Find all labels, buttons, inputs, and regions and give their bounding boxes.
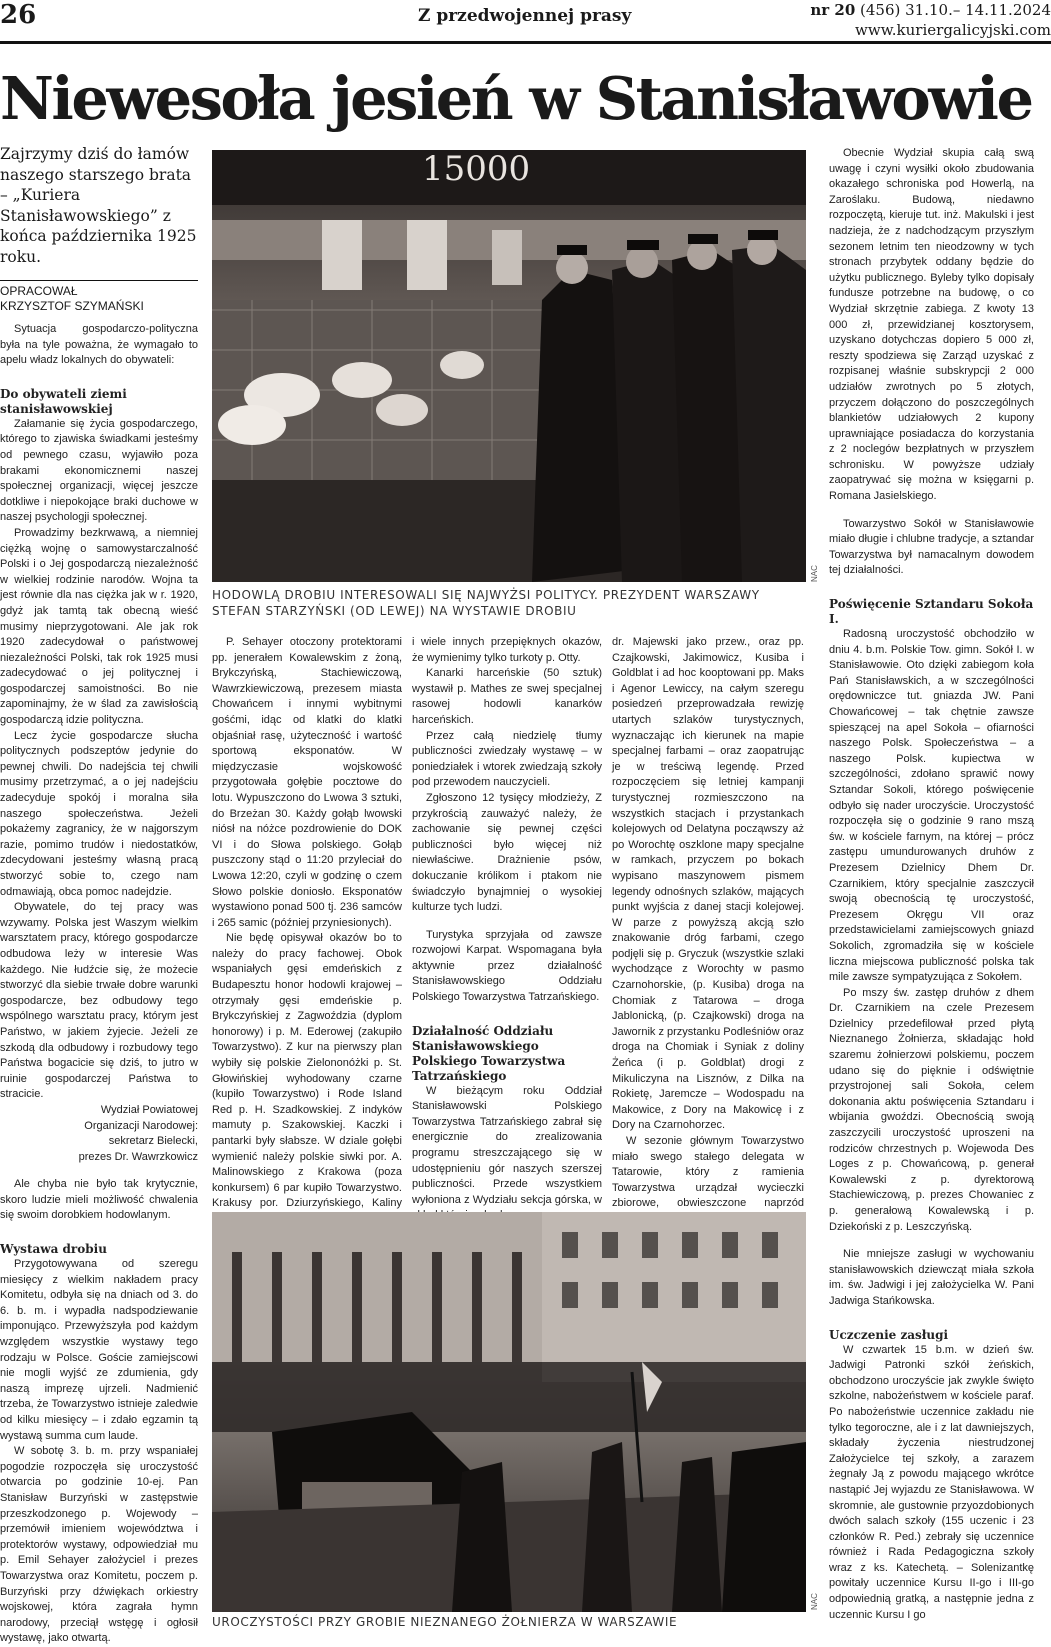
paragraph: Radosną uroczystość obchodziło w dniu 4. b.m. Polskie Tow. gimn. Sokół I. w Stanisławowie. Oto dzięki zabiegom koła Pań Stanisławskich, a w szczególności orędowniczce tut. gniazda JW. Pani Chowańcowej – tak chętnie zawsze spieszącej na apel Sokoła – ofiarności naszego Polsk. Społeczeństwa – a naszego Polsk. kupiectwa w szczególności, zdołano sprawić nowy Sztandar Sokoli, którego poświęcenie odbyło się nader uroczyście. Uroczystość rozpoczęła się o godzinie 9 rano mszą św. w kościele farnym, na której – prócz zastępu umundurowanych druhów z Prezesem Dzielnicy Dhem Dr. Czarnikiem, który specjalnie zaszczycił swoją obecnością tę uroczystość, Prezesem Okręgu VII oraz przedstawicielami zamiejscowych gniazd Sokolich, zgromadziła się w kościele liczna miejscowa publiczność polska tak mile zawsze sympatyzująca z Sokołem.: [829, 628, 1034, 984]
subheading: Uczczenie zasługi: [829, 1327, 949, 1342]
spacer: [0, 1224, 198, 1236]
photo-credit: NAC: [810, 565, 819, 582]
photo-sign-text: 15000: [422, 150, 531, 189]
paragraph: W sobotę 3. b. m. przy wspaniałej pogodzie rozpoczęła się uroczystość otwarcia po godzinie 10-ej. Pan Stanisław Burzyński w zastępstwie przeszkodzonego p. Wojewody – przemówił imieniem województwa i protektorów wystawy, odpowiedział mu p. Emil Sehayer założyciel i prezes Towarzystwa oraz Komitetu, poczem p. Burzyński przy dźwiękach orkiestry wojskowej, która zagrała hymn narodowy, przeciął wstęgę i ogłosił wystawę, jako otwartą.: [0, 1445, 198, 1645]
paragraph: Przez całą niedzielę tłumy publiczności zwiedzały wystawę – w poniedziałek i wtorek zwiedzają szkoły pod przewodem nauczycieli.: [412, 729, 602, 789]
paragraph: Prowadzimy bezkrwawą, a niemniej ciężką wojnę o samowystarczalność Polski i o Jej gospodarczą niezależność w wielkiej rodzinie narodów. Wojna ta jest równie dla nas ciężka jak w r. 1920, gdyż jak tamtą tak obecną wieść musimy nieprzygotowani. Ale jak rok 1920 zadecydował o państwowej niezależności Polski, tak rok 1925 musi zadecydować o jej politycznej i gospodarczej samoistności. Bo nie zapominajmy, że w ślad za zawisłością gospodarczą idzie polityczna.: [0, 526, 198, 727]
photo-tomb-image: [212, 1212, 806, 1612]
paragraph: Kanarki harceńskie (50 sztuk) wystawił p. Mathes ze swej specjalnej rasowej hodowli kanarków harceńskich.: [412, 667, 602, 726]
paragraph: Sytuacja gospodarczo-polityczna była na tyle poważna, że wymagało to apelu władz lokalnych do obywateli:: [0, 323, 198, 367]
column-4: [612, 635, 804, 1243]
signature-line: sekretarz Bielecki,: [108, 1135, 198, 1148]
paragraph: Przygotowywana od szeregu miesięcy z wielkim nakładem pracy Komitetu, odbyła się na dniach od 3. do 6. b. m. i wypadła nadspodziewanie imponująco. Przewyższyła pod każdym względem wszystkie wystawy tego rodzaju w Polsce. Goście zamiejscowi nie mogli wyjść ze zdumienia, gdy naszą imprezę ujrzeli. Nadmienić trzeba, że Towarzystwo istnieje zaledwie od kilku miesięcy – i zdało egzamin tą wystawą summa cum laude.: [0, 1258, 198, 1442]
paragraph: dr. Majewski jako przew., oraz pp. Czajkowski, Jakimowicz, Kusiba i Goldblat i ad hoc kooptowani pp. Maks i Agenor Lewiccy, na całym szeregu posiedzeń przeprowadzała rewizję utartych szlaków turystycznych, wyznaczając ich kierunek na mapie specjalnej farbami – oraz zaopatrując je w treściwą legendę. Przed rozpoczęciem się letniej kampanji turystycznej rozmieszczono na wszystkich stacjach i przystankach kolejowych od Delatyna począwszy aż po Worochtę oszklone mapy specjalne w ramkach, przyczem po bokach wypisano maszynowem pismem legendy odnośnych szlaków, mających punkt wyjścia z danej stacji kolejowej. W parze z powyższą akcją szło znakowanie dróg farbami, czego podjęli się p. Gryczuk (wszystkie szlaki wychodzące z Worochty w pasmo Czarnohorskie, (p. Kusiba) droga na Chomiak z Tatarowa – droga Jablonicką, (p. Czajkowski) droga na Jawornik z przystanku Podleśniów oraz droga na Chomiak i Syniak z doliny Żeńca (i p. Goldblat) drogi z Mikuliczyna na Lisznów, z Dilka na Rokietę, Jaremcze – Wodospadu na Makowice, z Dory na Makowicę i z Dory na Czarnohorzec.: [612, 636, 804, 1132]
spacer: [0, 369, 198, 381]
byline-label: OPRACOWAŁ: [0, 284, 78, 298]
paragraph: Nie będę opisywał okazów bo to należy do pracy fachowej. Obok wspaniałych gęsi emdeńskich z Budapesztu honor hodowli krajowej – otrzymały gęsi emdeńskie p. Brykczyńskiej z Zagwoździa (dyplom honorowy) i p. M. Ederowej (zakupiło Towarzystwo). Z kur na pierwszy plan wybiły się polskie Zielononóżki p. St. Głowińskiej wyhodowany czarne (kupiło Towarzystwo) i Rode Island Red p. H. Szadkowskiej. Z indyków mamuty p. Szakowskiej. Kaczki i pantarki były słabsze. W dziale gołębi wymienić należy polskie siwki por. A. Malinowskiego z Krakowa (poza konkursem) 6 par kupiło Towarzystwo. Krakusy por. Dziurzyńskiego, Kaliny: [212, 932, 402, 1210]
spacer: [0, 1165, 198, 1177]
paragraph: W bieżącym roku Oddział Stanisławowski Polskiego Towarzystwa Tatrzańskiego zabrał się energicznie do zrealizowania programu streszczającego się w udostępnieniu gór naszych szerszej publiczności. Przede wszystkiem wyłoniona z Wydziału sekcja górska, w: [412, 1084, 602, 1206]
paragraph: Załamanie się życia gospodarczego, którego to zjawiska świadkami jesteśmy od pewnego czasu, wyjawiło poza brakami ekonomicznemi naszej społecznej organizacji, więcej jeszcze dotkliwe i niepokojące braki duchowe w naszej psychologji społecznej.: [0, 417, 198, 524]
website-link[interactable]: www.kuriergalicyjski.com: [855, 21, 1051, 39]
signature-line: Organizacji Narodowej:: [84, 1119, 198, 1132]
signature-line: Wydział Powiatowej: [100, 1103, 198, 1116]
spacer: [829, 1235, 1034, 1247]
subheading: Działalność Oddziału Stanisławowskiego Polskiego Towarzystwa Tatrzańskiego: [412, 1023, 566, 1083]
paragraph: Po mszy św. zastęp druhów z dhem Dr. Czarnikiem na czele Prezesem Dzielnicy przedefilował przed płytą Nieznanego Żołnierza, składając hołd szaremu żołnierzowi polskiemu, poczem udano się do pięknie i odświętnie przystrojonej sali Sokoła, celem dokonania aktu poświęcenia Sztandaru i wbijania gwoździ. Obecnością swoją zaszczycili uroczystość uproszeni na rodziców chrzestnych p. Wojewoda Des Loges z p. Chowańcową, p. generał Kowalewski z p. dyrektorową Stachiewiczową, p. prezes Chowaniec z p. generałową Kowalewską i p. Dziekoński z p. Leszczyńską.: [829, 986, 1034, 1233]
issue-dates: (456) 31.10.– 14.11.2024: [855, 1, 1051, 19]
paragraph: Obecnie Wydział skupia całą swą uwagę i czyni wysiłki około zbudowania okazałego schroniska pod Howerlą, na Zaroślaku. Budową, niedawno rozpoczętą, kieruje tut. inż. Makulski i jest nadzieja, że z nadchodzącym przyszłym sezonem letnim ten nieodzowny w tych stronach przybytek oddany będzie do użytku publicznego. Byleby tylko dopisały fundusze potrzebne na budowę, o co Wydział skrzętnie zabiega. Z kwoty 13 000 zł, przewidzianej kosztorysem, uzyskano dotychczas dopiero 5 000 zł, reszty spodziewa się Zarząd uzyskać z rozpisanej właśnie subskrypcji 2 000 udziałów zwrotnych po 5 złotych, przyczem dołączono do poszczególnych blankietów udziałowych 2 kupony uprawniające posiadacza do korzystania z 2 noclegów bezpłatnych w przyszłem schronisku. W powyższe udziały zaopatrywać się można w księgarni p. Romana Jasielskiego.: [829, 147, 1034, 503]
photo-tomb-ceremony: [212, 1212, 806, 1612]
paragraph: W czwartek 15 b.m. w dzień św. Jadwigi Patronki szkół żeńskich, obchodzono uroczyście jak zwykle święto szkolne, nabożeństwem w kościele paraf. Po nabożeństwie uczennice zakładu nie tylko tegoroczne, ale i z lat dawniejszych, składały życzenia niestrudzonej Założycielce tej szkoły, a zarazem żegnały Ją z powodu mającego wkrótce nastąpić Jej wyjazdu ze Stanisławowa. W skromnie, ale gustownie przyozdobionych dwóch salach szkoły (155 uczenic i 23 członków R. Ped.) zebrały się uczennice również i Rada Pedagogiczna szkoły wraz z ks. Katechetą. – Solenizantkę powitały uczennice Kursu II-go i III-go odpowiednią gratką, a następnie jedna z uczennic Kursu I go: [829, 1343, 1034, 1621]
paragraph: W sezonie głównym Towarzystwo miało swego stałego delegata w Tatarowie, który z ramienia Towarzystwa urządzał wycieczki zbiorowe, obwieszczone naprzód: [612, 1135, 804, 1210]
paragraph: P. Sehayer otoczony protektorami pp. jenerałem Kowalewskim z żoną, Brykczyńską, Stachiewiczową, Wawrzkiewiczową, prezesem miasta Chowańcem i innymi wybitnymi gośćmi, idąc od klatki do klatki objaśniał rasę, użyteczność i wartość sportową eksponatów. W międzyczasie wojskowość przygotowała gołębie pocztowe do lotu. Wypuszczono do Lwowa 3 sztuki, do Brzeżan 30. Każdy gołąb lwowski niósł na nóżce pozdrowienie do DOK VI i do Słowa polskiego. Gołąb puszczony stąd o 11:20 przyleciał do Lwowa 12:20, czyli w godzinę o czem Słowo polskie doniosło. Eksponatów wystawiono ponad 500 tj. 236 samców i 265 samic (później przyniesionych).: [212, 636, 402, 929]
subheading: Wystawa drobiu: [0, 1242, 107, 1257]
photo-poultry-image: [212, 150, 806, 582]
paragraph: Towarzystwo Sokół w Stanisławowie miało długie i chlubne tradycje, a sztandar Towarzystwa był namacalnym dowodem tej działalności.: [829, 517, 1034, 577]
byline: [0, 284, 198, 314]
page-number: 26: [0, 0, 37, 30]
column-2: [212, 635, 402, 1228]
spacer: [829, 1310, 1034, 1322]
spacer: [412, 1006, 602, 1018]
byline-rule: [0, 280, 198, 281]
column-3: [412, 635, 602, 1224]
article-title: Niewesoła jesień w Stanisławowie: [0, 64, 1032, 133]
subheading: Do obywateli ziemi stanisławowskiej: [0, 386, 127, 416]
issue-number: nr 20: [810, 1, 856, 19]
paragraph: Obywatele, do tej pracy was wzywamy. Polska jest Waszym wielkim warsztatem pracy, którego gospodarcze odbudowa leży w interesie Was każdego. Nie łudźcie się, że możecie stworzyć dla siebie trwałe dobre warunki gospodarcze, bez odbudowy tego wspólnego warsztatu pracy, którym jest Państwo, w jakiem żyjecie. Jeżeli ze szkodą dla odbudowy i rozbudowy tego Państwa bogacicie się dziś, to jutro w ruinie gospodarczej Państwa to stracicie.: [0, 901, 198, 1101]
photo-caption: UROCZYSTOŚCI PRZY GROBIE NIEZNANEGO ŻOŁNIERZA W WARSZAWIE: [212, 1615, 678, 1629]
photo-credit: NAC: [810, 1593, 819, 1610]
paragraph: Lecz życie gospodarcze słucha politycznych podszeptów jedynie do pewnej chwili. Do nadejścia tej chwili musimy przetrzymać, a o jej nadejściu zadecyduje spokój i moralna siła naszego społeczeństwa. Jeżeli pokażemy zagranicy, że w najgorszym razie, pomimo trudów i niedostatków, zdecydowani jesteśmy własną pracą stworzyć sobie to, czego nam odmawiają, obca pomoc nadejdzie.: [0, 729, 198, 898]
article-lead: Zajrzymy dziś do łamów naszego starszego brata – „Kuriera Stanisławowskiego” z końca października 1925 roku.: [0, 145, 197, 266]
column-5: [829, 146, 1034, 1623]
signature-line: prezes Dr. Wawrzkowicz: [78, 1150, 198, 1163]
spacer: [412, 916, 602, 928]
paragraph: i wiele innych przepięknych okazów, że wymienimy tylko turkoty p. Otty.: [412, 636, 602, 664]
header-rule: [0, 41, 1051, 44]
column-1: [0, 322, 198, 1647]
spacer: [829, 505, 1034, 517]
paragraph: Nie mniejsze zasługi w wychowaniu stanisławowskich dziewcząt miała szkoła im. św. Jadwigi i jej założycielka W. Pani Jadwiga Stańkowska.: [829, 1248, 1034, 1307]
subheading: Poświęcenie Sztandaru Sokoła I.: [829, 597, 1034, 627]
paragraph: Ale chyba nie było tak krytycznie, skoro ludzie mieli możliwość chwalenia się swoim dorobkiem hodowlanym.: [0, 1178, 198, 1222]
section-title: Z przedwojennej prasy: [418, 6, 632, 26]
issue-info: [810, 0, 1051, 40]
paragraph: Turystyka sprzyjała od zawsze rozwojowi Karpat. Wspomagana była aktywnie przez działalność Stanisławowskiego Oddziału Polskiego Towarzystwa Tatrzańskiego.: [412, 928, 602, 1004]
photo-caption: HODOWLĄ DROBIU INTERESOWALI SIĘ NAJWYŻSI POLITYCY. PREZYDENT WARSZAWY STEFAN STARZYŃSKI (OD LEWEJ) NA WYSTAWIE DROBIU: [212, 588, 760, 618]
spacer: [829, 579, 1034, 591]
photo-poultry-exhibition: [212, 150, 806, 582]
paragraph: Zgłoszono 12 tysięcy młodzieży, Z przykrością zauważyć należy, że zachowanie się pewnej części publiczności było więcej niż niewłaściwe. Drażnienie psów, dokuczanie królikom i ptakom nie świadczyło bynajmniej o wysokiej kulturze tych ludzi.: [412, 791, 602, 914]
byline-author: KRZYSZTOF SZYMAŃSKI: [0, 299, 144, 313]
